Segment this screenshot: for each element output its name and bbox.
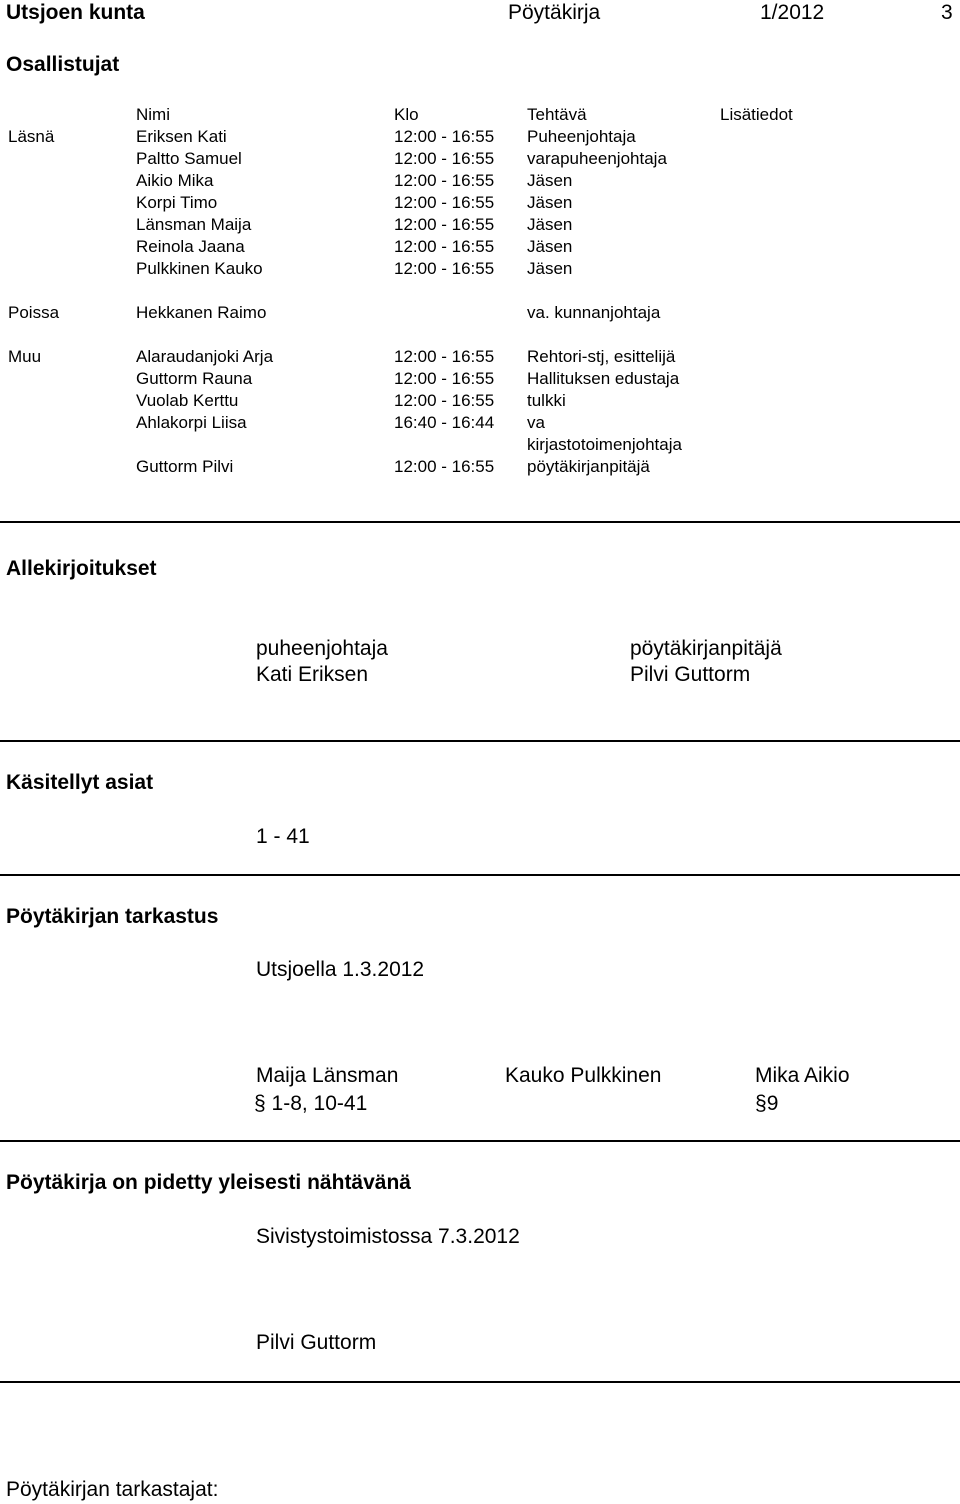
participant-role: va. kunnanjohtaja (527, 303, 661, 322)
divider (0, 740, 960, 742)
org-name: Utsjoen kunta (6, 1, 145, 24)
participant-name: Reinola Jaana (136, 237, 245, 256)
group-label: Läsnä (8, 127, 55, 146)
reviewer-name: Maija Länsman (256, 1064, 399, 1087)
participant-time: 16:40 - 16:44 (394, 413, 495, 432)
participant-role-continued: kirjastotoimenjohtaja (527, 435, 682, 454)
participant-name: Alaraudanjoki Arja (136, 347, 274, 366)
participant-time: 12:00 - 16:55 (394, 369, 495, 388)
participant-time: 12:00 - 16:55 (394, 347, 495, 366)
reviewer-name: Mika Aikio (755, 1064, 850, 1087)
participant-name: Aikio Mika (136, 171, 214, 190)
reviewer-sections (755, 1091, 778, 1117)
participant-role: Puheenjohtaja (527, 127, 636, 146)
participants-title: Osallistujat (6, 53, 120, 76)
divider (0, 874, 960, 876)
participant-name: Eriksen Kati (136, 127, 227, 146)
divider (0, 1381, 960, 1383)
participant-role: pöytäkirjanpitäjä (527, 457, 650, 476)
participant-role: Jäsen (527, 215, 573, 234)
participant-name: Pulkkinen Kauko (136, 259, 263, 278)
chair-role: puheenjohtaja (256, 637, 388, 660)
participant-time: 12:00 - 16:55 (394, 193, 495, 212)
participant-time: 12:00 - 16:55 (394, 237, 495, 256)
secretary-name: Pilvi Guttorm (630, 663, 751, 686)
review-title: Pöytäkirjan tarkastus (6, 905, 219, 928)
section-range: 9 (766, 1092, 779, 1115)
participant-role: tulkki (527, 391, 566, 410)
section-sign-icon: § (755, 1092, 767, 1115)
participant-name: Korpi Timo (136, 193, 218, 212)
participant-name: Ahlakorpi Liisa (136, 413, 247, 432)
public-place-date: Sivistystoimistossa 7.3.2012 (256, 1225, 520, 1248)
doc-number: 1/2012 (760, 1, 825, 24)
participant-time: 12:00 - 16:55 (394, 259, 495, 278)
reviewer-sections (254, 1091, 367, 1117)
items-range: 1 - 41 (256, 825, 310, 848)
section-sign-icon: § (254, 1092, 266, 1115)
participant-time: 12:00 - 16:55 (394, 127, 495, 146)
column-header-time: Klo (394, 105, 419, 124)
participant-role: va (527, 413, 545, 432)
participant-name: Paltto Samuel (136, 149, 242, 168)
divider (0, 1140, 960, 1142)
chair-name: Kati Eriksen (256, 663, 369, 686)
participant-role: varapuheenjohtaja (527, 149, 667, 168)
column-header-role: Tehtävä (527, 105, 587, 124)
reviewer-name: Kauko Pulkkinen (505, 1064, 662, 1087)
reviewers-label: Pöytäkirjan tarkastajat: (6, 1478, 219, 1501)
participant-role: Rehtori-stj, esittelijä (527, 347, 676, 366)
participant-name: Länsman Maija (136, 215, 252, 234)
group-label: Muu (8, 347, 42, 366)
public-title: Pöytäkirja on pidetty yleisesti nähtävänä (6, 1171, 411, 1194)
participant-time: 12:00 - 16:55 (394, 149, 495, 168)
participant-role: Jäsen (527, 171, 573, 190)
participant-role: Jäsen (527, 237, 573, 256)
divider (0, 521, 960, 523)
secretary-role: pöytäkirjanpitäjä (630, 637, 782, 660)
page-number: 3 (941, 1, 953, 24)
signatures-title: Allekirjoitukset (6, 557, 157, 580)
participant-time: 12:00 - 16:55 (394, 215, 495, 234)
review-place-date: Utsjoella 1.3.2012 (256, 958, 425, 981)
participant-role: Jäsen (527, 193, 573, 212)
section-range: 1-8, 10-41 (271, 1092, 368, 1115)
items-title: Käsitellyt asiat (6, 771, 154, 794)
participant-role: Hallituksen edustaja (527, 369, 680, 388)
participant-name: Hekkanen Raimo (136, 303, 267, 322)
group-label: Poissa (8, 303, 60, 322)
participant-name: Vuolab Kerttu (136, 391, 239, 410)
public-signer: Pilvi Guttorm (256, 1331, 377, 1354)
participant-name: Guttorm Rauna (136, 369, 253, 388)
column-header-info: Lisätiedot (720, 105, 793, 124)
participant-name: Guttorm Pilvi (136, 457, 234, 476)
doc-type: Pöytäkirja (508, 1, 601, 24)
participant-time: 12:00 - 16:55 (394, 391, 495, 410)
participant-time: 12:00 - 16:55 (394, 457, 495, 476)
column-header-name: Nimi (136, 105, 170, 124)
participant-role: Jäsen (527, 259, 573, 278)
participant-time: 12:00 - 16:55 (394, 171, 495, 190)
